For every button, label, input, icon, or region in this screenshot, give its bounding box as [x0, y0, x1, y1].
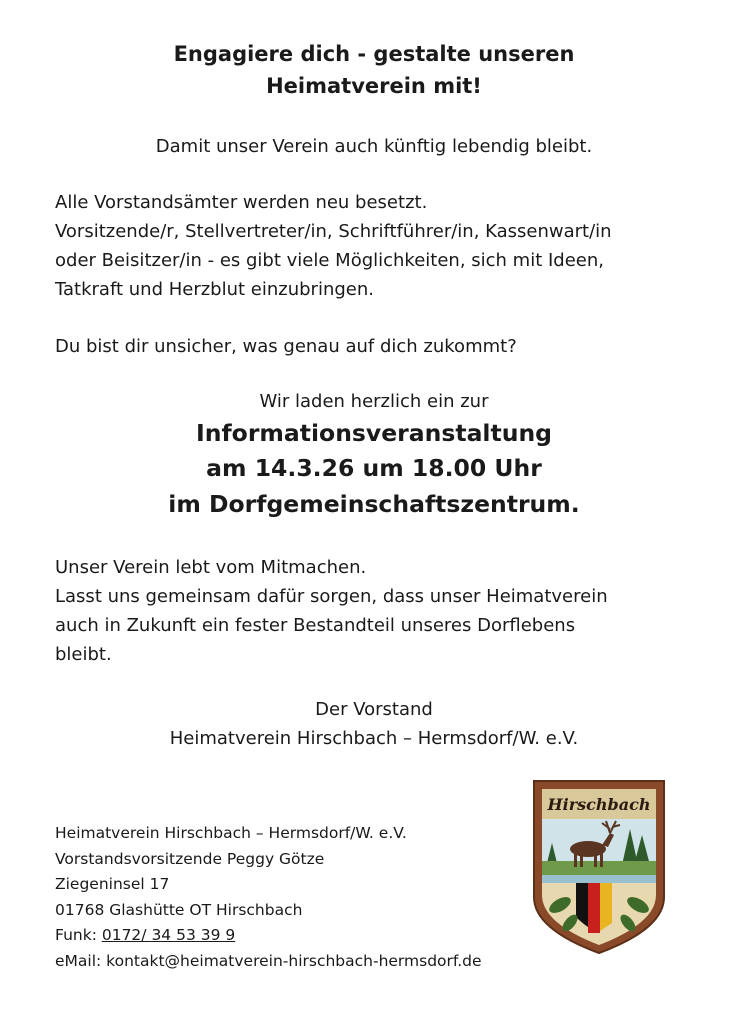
- event-date-time: am 14.3.26 um 18.00 Uhr: [206, 454, 542, 482]
- paragraph2-line-1: Unser Verein lebt vom Mitmachen.: [55, 557, 367, 578]
- coat-of-arms-icon: [530, 777, 668, 955]
- invitation-lead: Wir laden herzlich ein zur: [259, 391, 489, 412]
- paragraph1-line-3: oder Beisitzer/in - es gibt viele Möglichkeiten, sich mit Ideen,: [55, 250, 605, 271]
- footer-chair: Vorstandsvorsitzende Peggy Götze: [55, 850, 325, 868]
- question-text: Du bist dir unsicher, was genau auf dich zukommt?: [55, 336, 517, 357]
- phone-label: Funk:: [55, 926, 102, 944]
- paragraph1-line-2: Vorsitzende/r, Stellvertreter/in, Schriftführer/in, Kassenwart/in: [55, 221, 612, 242]
- crest-water: [542, 875, 656, 883]
- intro-text: Damit unser Verein auch künftig lebendig bleibt.: [155, 136, 593, 157]
- event-title: Informationsveranstaltung: [195, 419, 552, 447]
- footer-phone: [55, 923, 235, 949]
- paragraph2-line-2: Lasst uns gemeinsam dafür sorgen, dass unser Heimatverein: [55, 586, 608, 607]
- event-location: im Dorfgemeinschaftszentrum.: [168, 490, 580, 518]
- footer-street: Ziegeninsel 17: [55, 875, 170, 893]
- footer-org: Heimatverein Hirschbach – Hermsdorf/W. e.V.: [55, 824, 407, 842]
- heading-line-1: Engagiere dich - gestalte unseren: [173, 42, 575, 66]
- crest-grass: [542, 861, 656, 875]
- paragraph1-line-1: Alle Vorstandsämter werden neu besetzt.: [55, 192, 428, 213]
- paragraph2-line-4: bleibt.: [55, 644, 112, 665]
- signature-board: Der Vorstand: [315, 699, 433, 720]
- paragraph2-line-3: auch in Zukunft ein fester Bestandteil unseres Dorflebens: [55, 615, 576, 636]
- footer-email[interactable]: eMail: kontakt@heimatverein-hirschbach-hermsdorf.de: [55, 952, 482, 970]
- crest-text: Hirschbach: [547, 795, 651, 814]
- phone-link[interactable]: 0172/ 34 53 39 9: [101, 926, 236, 944]
- signature-org: Heimatverein Hirschbach – Hermsdorf/W. e.V.: [169, 728, 579, 749]
- heading-line-2: Heimatverein mit!: [266, 74, 482, 98]
- footer-city: 01768 Glashütte OT Hirschbach: [55, 901, 303, 919]
- paragraph1-line-4: Tatkraft und Herzblut einzubringen.: [55, 279, 374, 300]
